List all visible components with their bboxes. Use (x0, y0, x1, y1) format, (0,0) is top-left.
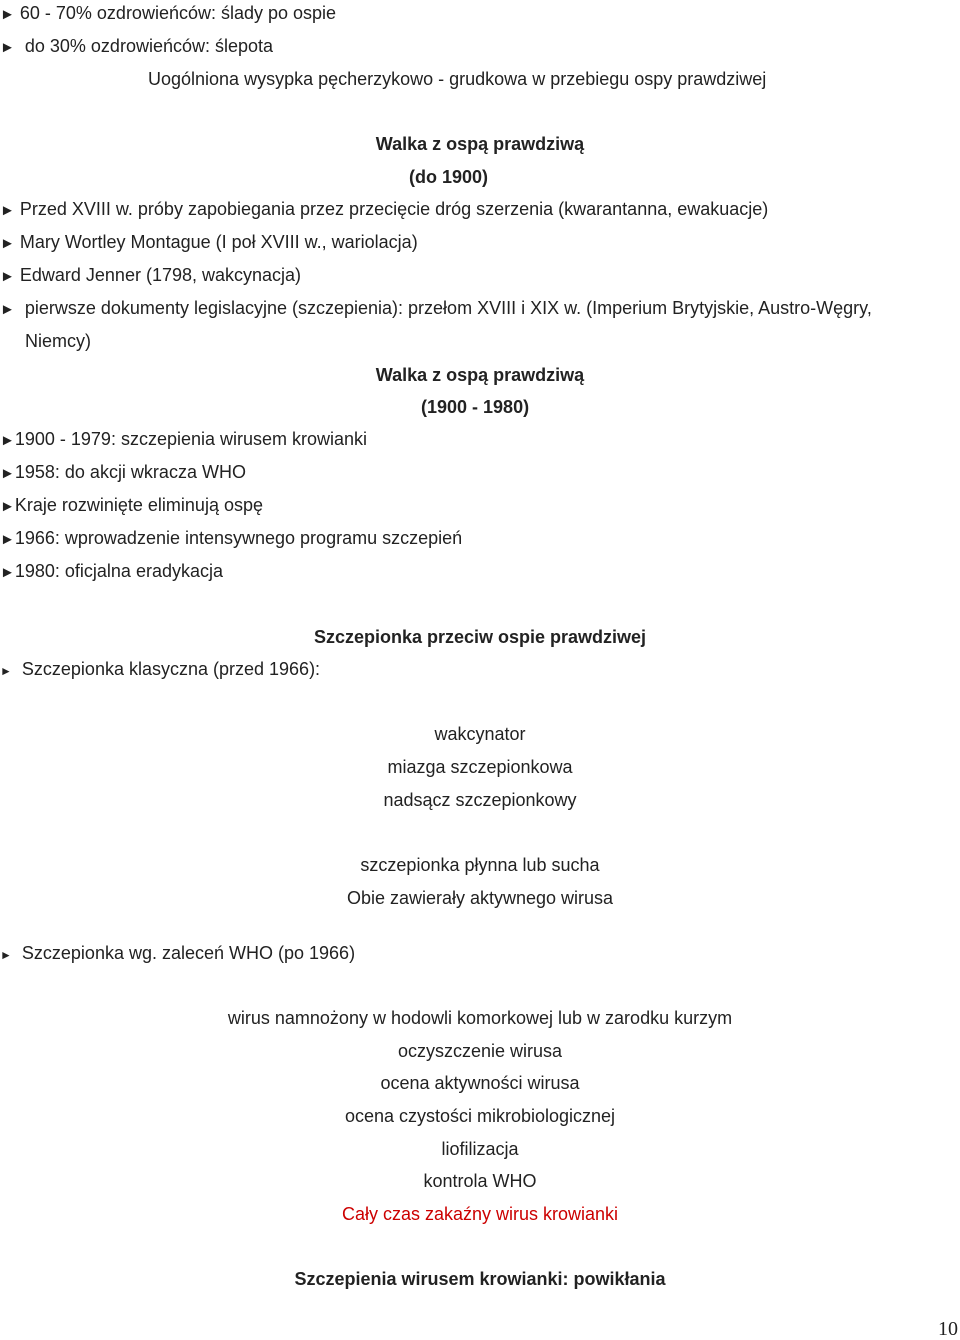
list-item: ► Szczepionka wg. zaleceń WHO (po 1966) (0, 942, 355, 966)
section-subtitle: (do 1900) (409, 167, 489, 187)
arrow-right-icon: ► (0, 948, 12, 962)
list-item: ► Przed XVIII w. próby zapobiegania przez przecięcie dróg szerzenia (kwarantanna, ewakuacje) (0, 198, 768, 222)
list-item: ► do 30% ozdrowieńców: ślepota (0, 35, 273, 59)
arrow-right-icon: ► (0, 268, 15, 285)
vaccine-item: Obie zawierały aktywnego wirusa (346, 888, 614, 908)
list-item: ► Szczepionka klasyczna (przed 1966): (0, 658, 320, 682)
vaccine-item: miazga szczepionkowa (387, 757, 573, 777)
list-item: ►1966: wprowadzenie intensywnego programu szczepień (0, 527, 462, 551)
vaccine-item: szczepionka płynna lub sucha (360, 855, 600, 875)
vaccine-warning: Cały czas zakaźny wirus krowianki (341, 1204, 619, 1224)
section-title: Szczepionka przeciw ospie prawdziwej (313, 627, 647, 647)
section-subtitle: (1900 - 1980) (421, 397, 530, 417)
arrow-right-icon: ► (0, 531, 15, 548)
list-item-continuation: Niemcy) (25, 331, 91, 351)
arrow-right-icon: ► (0, 432, 15, 449)
arrow-right-icon: ► (0, 6, 15, 23)
arrow-right-icon: ► (0, 301, 15, 318)
arrow-right-icon: ► (0, 235, 15, 252)
list-item: ► pierwsze dokumenty legislacyjne (szczepienia): przełom XVIII i XIX w. (Imperium Brytyjskie, Austro-Węgry, (0, 297, 872, 321)
section-title: Walka z ospą prawdziwą (375, 134, 585, 154)
arrow-right-icon: ► (0, 498, 15, 515)
vaccine-step: ocena czystości mikrobiologicznej (344, 1106, 616, 1126)
list-item: ►1980: oficjalna eradykacja (0, 560, 223, 584)
list-item: ► Edward Jenner (1798, wakcynacja) (0, 264, 301, 288)
arrow-right-icon: ► (0, 202, 15, 219)
list-item: ► Mary Wortley Montague (I poł XVIII w., wariolacja) (0, 231, 418, 255)
vaccine-step: oczyszczenie wirusa (397, 1041, 563, 1061)
page-number: 10 (938, 1318, 958, 1340)
arrow-right-icon: ► (0, 564, 15, 581)
arrow-right-icon: ► (0, 465, 15, 482)
arrow-right-icon: ► (0, 39, 15, 56)
figure-caption: Uogólniona wysypka pęcherzykowo - grudkowa w przebiegu ospy prawdziwej (148, 69, 767, 89)
arrow-right-icon: ► (0, 664, 12, 678)
vaccine-item: wakcynator (434, 724, 526, 744)
list-item: ► 60 - 70% ozdrowieńców: ślady po ospie (0, 2, 336, 26)
closing-heading: Szczepienia wirusem krowianki: powikłania (294, 1269, 666, 1289)
vaccine-step: liofilizacja (441, 1139, 519, 1159)
vaccine-item: nadsącz szczepionkowy (383, 790, 577, 810)
list-item: ►Kraje rozwinięte eliminują ospę (0, 494, 263, 518)
section-title: Walka z ospą prawdziwą (375, 365, 585, 385)
list-item: ►1958: do akcji wkracza WHO (0, 461, 246, 485)
vaccine-step: ocena aktywności wirusa (380, 1073, 580, 1093)
vaccine-step: wirus namnożony w hodowli komorkowej lub w zarodku kurzym (227, 1008, 733, 1028)
vaccine-step: kontrola WHO (423, 1171, 537, 1191)
list-item: ►1900 - 1979: szczepienia wirusem krowianki (0, 428, 367, 452)
